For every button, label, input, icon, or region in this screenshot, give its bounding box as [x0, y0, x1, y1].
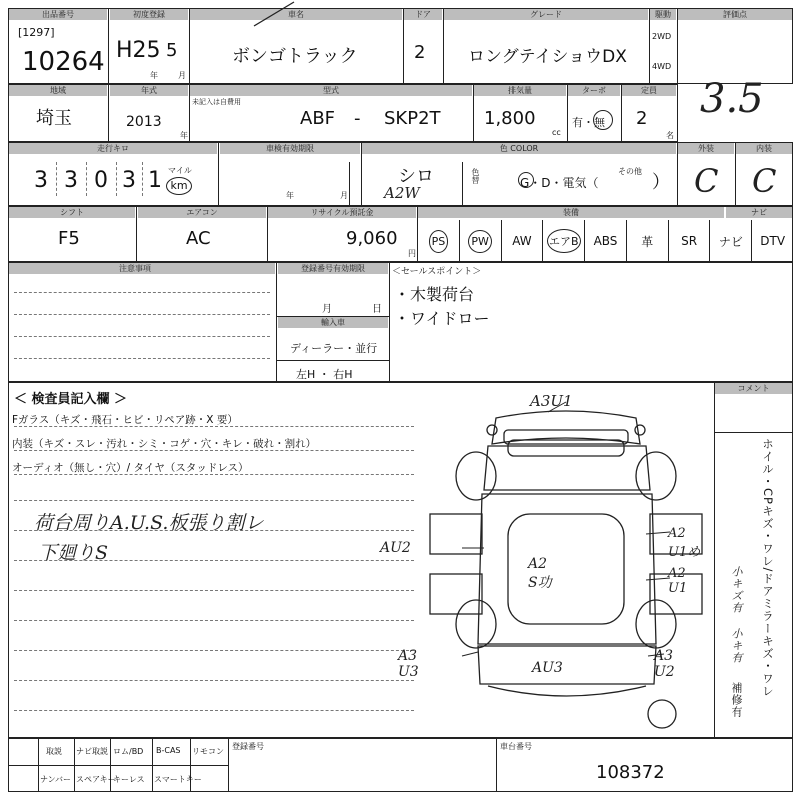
color-code: A2W — [384, 184, 420, 202]
displacement-value: 1,800 — [484, 108, 536, 129]
footer-manual: 取説 — [46, 747, 62, 756]
color-change-label: 色替 — [471, 168, 480, 184]
footer-plate: ナンバー — [40, 775, 72, 784]
mark-bottom-right: A3 U2 — [654, 648, 675, 680]
hdr-drive: 駆動 — [650, 9, 676, 20]
hdr-reg-expiry: 登録番号有効期限 — [278, 263, 388, 274]
hdr-color: 色 COLOR — [362, 143, 676, 154]
hdr-shift: シフト — [9, 207, 135, 218]
equipment-row — [418, 220, 793, 262]
equip-pw: PW — [460, 220, 502, 262]
hdr-model: 車名 — [190, 9, 402, 20]
hdr-nav: ナビ — [726, 207, 792, 218]
first-reg-month: 5 — [166, 40, 178, 61]
mark-right-1: A2 U1め — [668, 526, 701, 560]
hdr-right-box: コメント — [715, 383, 792, 394]
year-value: 2013 — [126, 114, 162, 130]
recycle-value: 9,060 — [346, 228, 398, 249]
type-prefix: ABF — [300, 108, 336, 129]
footer-smart-key: スマートキー — [154, 775, 202, 784]
hdr-region: 地域 — [9, 85, 107, 96]
mileage-digit-3: 0 — [94, 168, 108, 193]
hdr-sales-point: ＜セールスポイント＞ — [392, 267, 482, 277]
footer-spare-key: スペアキー — [76, 775, 116, 784]
mileage-unit-mile: マイル — [168, 166, 192, 175]
interior-value: C — [752, 162, 777, 200]
region-value: 埼玉 — [36, 108, 72, 129]
model-strike-mark — [248, 0, 298, 28]
equip-abs: ABS — [585, 220, 627, 262]
footer-keyless: キーレス — [113, 775, 145, 784]
hdr-first-reg: 初度登録 — [110, 9, 188, 20]
shift-value: F5 — [58, 228, 80, 249]
color-options: G・D・電気（ — [520, 176, 599, 190]
type-code: SKP2T — [384, 108, 441, 129]
mark-bottom-center: AU3 — [532, 660, 563, 676]
footer-bcas: B-CAS — [156, 746, 181, 755]
equip-ps: PS — [418, 220, 460, 262]
mark-left: AU2 — [380, 540, 411, 556]
lot-number: 10264 — [22, 47, 105, 77]
model-name: ボンゴトラック — [232, 46, 358, 67]
aircon-value: AC — [186, 228, 211, 249]
sales-point-1: ・木製荷台 — [394, 285, 475, 304]
import-dealer: ディーラー・並行 — [290, 342, 378, 355]
hdr-grade: グレード — [444, 9, 648, 20]
grade-value: ロングテイショウDX — [468, 47, 627, 67]
right-sub-b: 小キ有 — [730, 628, 743, 664]
hdr-aircon: エアコン — [138, 207, 266, 218]
inspector-hand-1: 荷台周りA.U.S.板張り割レ — [34, 512, 264, 534]
mileage-digit-1: 3 — [34, 168, 48, 193]
hdr-mileage: 走行キロ — [9, 143, 217, 154]
mileage-unit-km: km — [166, 177, 192, 195]
equip-dtv: DTV — [760, 234, 786, 248]
equip-aw: AW — [502, 220, 544, 262]
equip-nav: ナビ — [710, 220, 752, 262]
hdr-recycle: リサイクル預託金 — [268, 207, 416, 218]
hdr-notes: 注意事項 — [9, 263, 275, 274]
score-value: 3.5 — [700, 76, 764, 122]
sales-point-2: ・ワイドロー — [394, 309, 490, 328]
mileage-digit-5: 1 — [148, 168, 162, 193]
mark-bottom-left: A3 U3 — [398, 648, 419, 680]
mark-top: A3U1 — [530, 392, 573, 410]
footer-nav-manual: ナビ取説 — [76, 747, 108, 756]
equip-airbag: エアB — [543, 220, 585, 262]
inspector-line-2: 内装（キズ・スレ・汚れ・シミ・コゲ・穴・キレ・破れ・割れ） — [12, 438, 317, 450]
turbo-value: 有・無 — [572, 116, 605, 129]
chassis-number: 108372 — [596, 762, 665, 783]
exterior-value: C — [694, 162, 719, 200]
mileage-digit-4: 3 — [122, 168, 136, 193]
hdr-inspection: 車検有効期限 — [220, 143, 360, 154]
right-sub-a: 小キズ有 — [730, 566, 743, 614]
footer-remote: リモコン — [192, 747, 224, 756]
hdr-import: 輸入車 — [278, 317, 388, 328]
lot-code: [1297] — [18, 26, 55, 39]
inspector-line-1: Fガラス（キズ・飛石・ヒビ・リペア跡・X 要） — [12, 414, 238, 426]
import-handle: 左H ・ 右H — [296, 368, 353, 381]
doors-value: 2 — [414, 42, 426, 63]
inspector-title: ＜ 検査員記入欄 ＞ — [14, 392, 128, 407]
inspector-line-3: オーディオ（無し・穴）/ タイヤ（スタッドレス） — [12, 462, 249, 474]
hdr-doors: ドア — [404, 9, 442, 20]
footer-rom: ロム/BD — [113, 747, 144, 756]
year-note: 未記入は自費用 — [192, 98, 241, 106]
type-dash: - — [354, 108, 361, 129]
drive-2wd: 2WD — [652, 32, 672, 41]
hdr-exterior: 外装 — [678, 143, 734, 154]
hdr-displacement: 排気量 — [474, 85, 566, 96]
hdr-equipment: 装備 — [418, 207, 724, 218]
equip-sr: SR — [669, 220, 711, 262]
mark-center: A2 S功 — [528, 556, 552, 591]
hdr-score: 評価点 — [678, 9, 792, 20]
mark-right-2: A2 U1 — [668, 566, 688, 596]
hdr-type: 型式 — [190, 85, 472, 96]
hdr-year: 年式 — [110, 85, 188, 96]
hdr-turbo: ターボ — [568, 85, 620, 96]
mileage-digit-2: 3 — [64, 168, 78, 193]
inspector-hand-2: 下廻りS — [38, 542, 109, 564]
right-sub-c: 補修有 — [730, 682, 743, 718]
right-comment: ホイル・CPキズ・ワレ/ドアミラーキズ・ワレ — [761, 438, 775, 698]
color-value: シロ — [398, 166, 434, 187]
hdr-seats: 定員 — [622, 85, 676, 96]
drive-4wd: 4WD — [652, 62, 672, 71]
footer-reg-label: 登録番号 — [232, 742, 264, 751]
car-diagram — [418, 384, 714, 738]
hdr-lot: 出品番号 — [9, 9, 107, 20]
seats-value: 2 — [636, 108, 648, 129]
first-reg-era: H25 — [116, 38, 161, 63]
turbo-no-circle — [593, 110, 613, 130]
equip-leather: 革 — [627, 220, 669, 262]
hdr-interior: 内装 — [736, 143, 792, 154]
footer-chassis-label: 車台番号 — [500, 742, 532, 751]
